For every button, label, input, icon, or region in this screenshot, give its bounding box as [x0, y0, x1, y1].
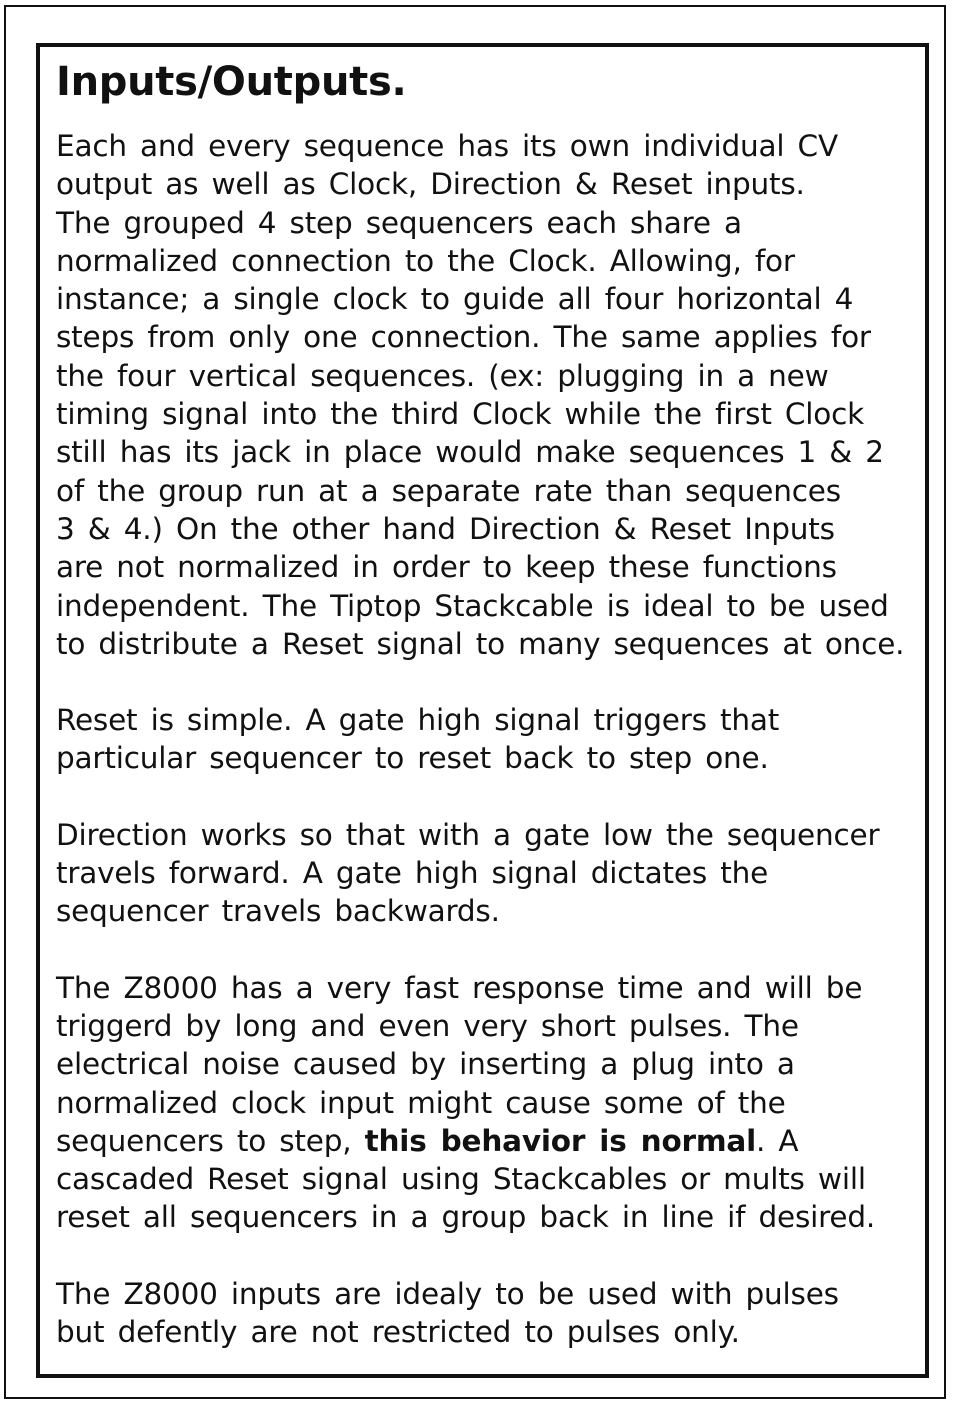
page-title: Inputs/Outputs. [56, 59, 407, 105]
paragraph-reset [56, 701, 925, 778]
text-line: Reset is simple. A gate high signal triggers that [56, 703, 780, 738]
text-line: are not normalized in order to keep these functions [56, 550, 837, 585]
text-line: sequencer travels backwards. [56, 894, 500, 929]
text-line: still has its jack in place would make sequences 1 & 2 [56, 435, 884, 470]
paragraph-response-time [56, 969, 925, 1237]
text-line: instance; a single clock to guide all four horizontal 4 [56, 282, 854, 317]
text-line: travels forward. A gate high signal dictates the [56, 856, 769, 891]
text-line: the four vertical sequences. (ex: plugging in a new [56, 358, 829, 393]
text-line: electrical noise caused by inserting a plug into a [56, 1047, 795, 1082]
content-box [36, 43, 929, 1378]
paragraph-direction [56, 816, 925, 931]
text-line: normalized connection to the Clock. Allowing, for [56, 243, 795, 278]
text-line: The Z8000 inputs are idealy to be used with pulses [56, 1276, 839, 1311]
text-line: Direction works so that with a gate low the sequencer [56, 817, 880, 852]
text-line-mixed [56, 1122, 925, 1160]
text-line: to distribute a Reset signal to many sequences at once. [56, 626, 905, 661]
text-line: triggerd by long and even very short pulses. The [56, 1008, 799, 1043]
text-line: particular sequencer to reset back to step one. [56, 741, 769, 776]
text-segment: sequencers to step, [56, 1123, 365, 1158]
text-line: 3 & 4.) On the other hand Direction & Reset Inputs [56, 511, 835, 546]
text-line: of the group run at a separate rate than sequences [56, 473, 841, 508]
emphasis-text: this behavior is normal [364, 1123, 757, 1158]
text-line: Each and every sequence has its own individual CV [56, 129, 838, 163]
text-line: but defently are not restricted to pulses only. [56, 1315, 740, 1350]
text-line: The Z8000 has a very fast response time and will be [56, 970, 863, 1005]
paragraph-intro [56, 127, 925, 663]
text-line: steps from only one connection. The same applies for [56, 320, 871, 355]
text-line: reset all sequencers in a group back in line if desired. [56, 1200, 876, 1235]
text-segment: . A [756, 1123, 799, 1158]
text-line: output as well as Clock, Direction & Reset inputs. [56, 167, 805, 202]
paragraph-inputs [56, 1275, 925, 1352]
text-line: The grouped 4 step sequencers each share a [56, 205, 742, 240]
text-line: timing signal into the third Clock while the first Clock [56, 397, 865, 432]
outer-border [4, 5, 946, 1399]
text-line: independent. The Tiptop Stackcable is ideal to be used [56, 588, 889, 623]
text-line: cascaded Reset signal using Stackcables or mults will [56, 1162, 866, 1197]
text-line: normalized clock input might cause some of the [56, 1085, 786, 1120]
